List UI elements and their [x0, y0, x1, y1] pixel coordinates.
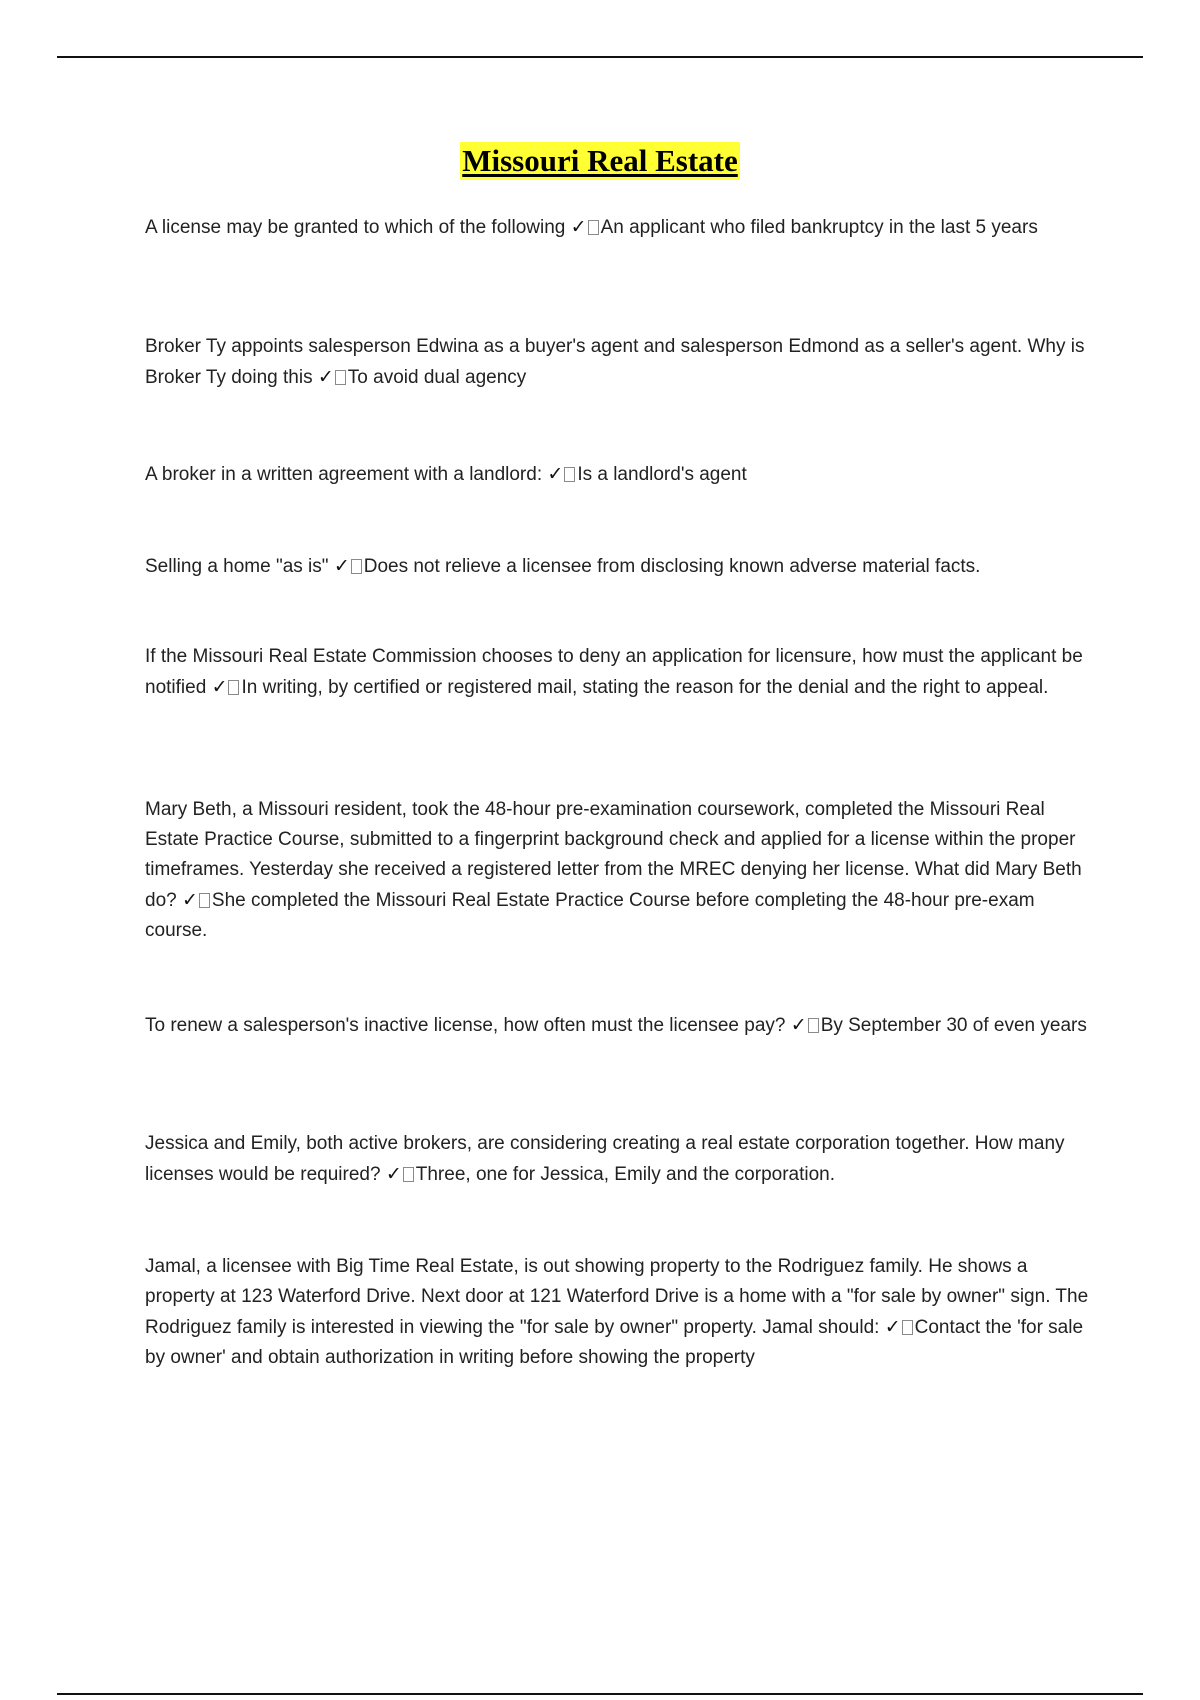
box-icon	[588, 220, 599, 235]
box-icon	[808, 1018, 819, 1033]
checkmark-icon: ✓	[181, 889, 198, 911]
answer-text: Does not relieve a licensee from disclosing known adverse material facts.	[363, 556, 981, 577]
top-rule	[57, 56, 1143, 58]
box-icon	[902, 1320, 913, 1335]
question-text: If the Missouri Real Estate Commission chooses to deny an application for licensure, how must the applicant be notified	[145, 646, 1083, 698]
question-text: Selling a home "as is"	[145, 556, 329, 577]
question-text: Broker Ty appoints salesperson Edwina as a buyer's agent and salesperson Edmond as a seller's agent. Why is Broker Ty doing this	[145, 336, 1085, 388]
answer-text: An applicant who filed bankruptcy in the last 5 years	[600, 217, 1038, 238]
question-text: Mary Beth, a Missouri resident, took the 48-hour pre-examination coursework, completed the Missouri Real Estate Practice Course, submitted to a fingerprint background check and applied for a license within the proper timeframes. Yesterday she received a registered letter from the MREC denying her license. What did Mary Beth do?	[145, 799, 1082, 911]
question-text: Jessica and Emily, both active brokers, are considering creating a real estate corporation together. How many licenses would be required?	[145, 1133, 1065, 1185]
qa-item	[145, 1252, 1090, 1373]
qa-item	[145, 459, 1090, 490]
answer-text: Is a landlord's agent	[577, 464, 747, 485]
checkmark-icon: ✓	[333, 555, 350, 577]
question-text: To renew a salesperson's inactive license, how often must the licensee pay?	[145, 1015, 786, 1036]
checkmark-icon: ✓	[317, 366, 334, 388]
qa-item	[145, 1129, 1090, 1190]
box-icon	[403, 1167, 414, 1182]
title-block	[0, 142, 1200, 180]
question-text: Jamal, a licensee with Big Time Real Estate, is out showing property to the Rodriguez family. He shows a property at 123 Waterford Drive. Next door at 121 Waterford Drive is a home with a "for sale by owner" sign. The Rodriguez family is interested in viewing the "for sale by owner" property. Jamal should:	[145, 1256, 1089, 1338]
answer-text: She completed the Missouri Real Estate Practice Course before completing the 48-hour pre-exam course.	[145, 890, 1035, 941]
answer-text: By September 30 of even years	[820, 1015, 1087, 1036]
box-icon	[564, 467, 575, 482]
qa-item	[145, 332, 1090, 393]
question-text: A license may be granted to which of the following	[145, 217, 566, 238]
box-icon	[228, 680, 239, 695]
document-title: Missouri Real Estate	[462, 143, 738, 178]
qa-item	[145, 642, 1090, 703]
box-icon	[199, 893, 210, 908]
checkmark-icon: ✓	[385, 1163, 402, 1185]
box-icon	[335, 370, 346, 385]
checkmark-icon: ✓	[570, 216, 587, 238]
bottom-rule	[57, 1693, 1143, 1695]
answer-text: In writing, by certified or registered mail, stating the reason for the denial and the right to appeal.	[241, 677, 1049, 698]
answer-text: Three, one for Jessica, Emily and the corporation.	[415, 1164, 836, 1185]
answer-text: Contact the 'for sale by owner' and obtain authorization in writing before showing the property	[145, 1317, 1084, 1368]
qa-item	[145, 551, 1090, 582]
checkmark-icon: ✓	[884, 1316, 901, 1338]
qa-item	[145, 795, 1090, 946]
qa-item	[145, 212, 1090, 243]
checkmark-icon: ✓	[211, 676, 228, 698]
checkmark-icon: ✓	[790, 1014, 807, 1036]
qa-item	[145, 1010, 1090, 1041]
answer-text: To avoid dual agency	[347, 367, 527, 388]
box-icon	[351, 559, 362, 574]
checkmark-icon: ✓	[547, 463, 564, 485]
question-text: A broker in a written agreement with a landlord:	[145, 464, 543, 485]
